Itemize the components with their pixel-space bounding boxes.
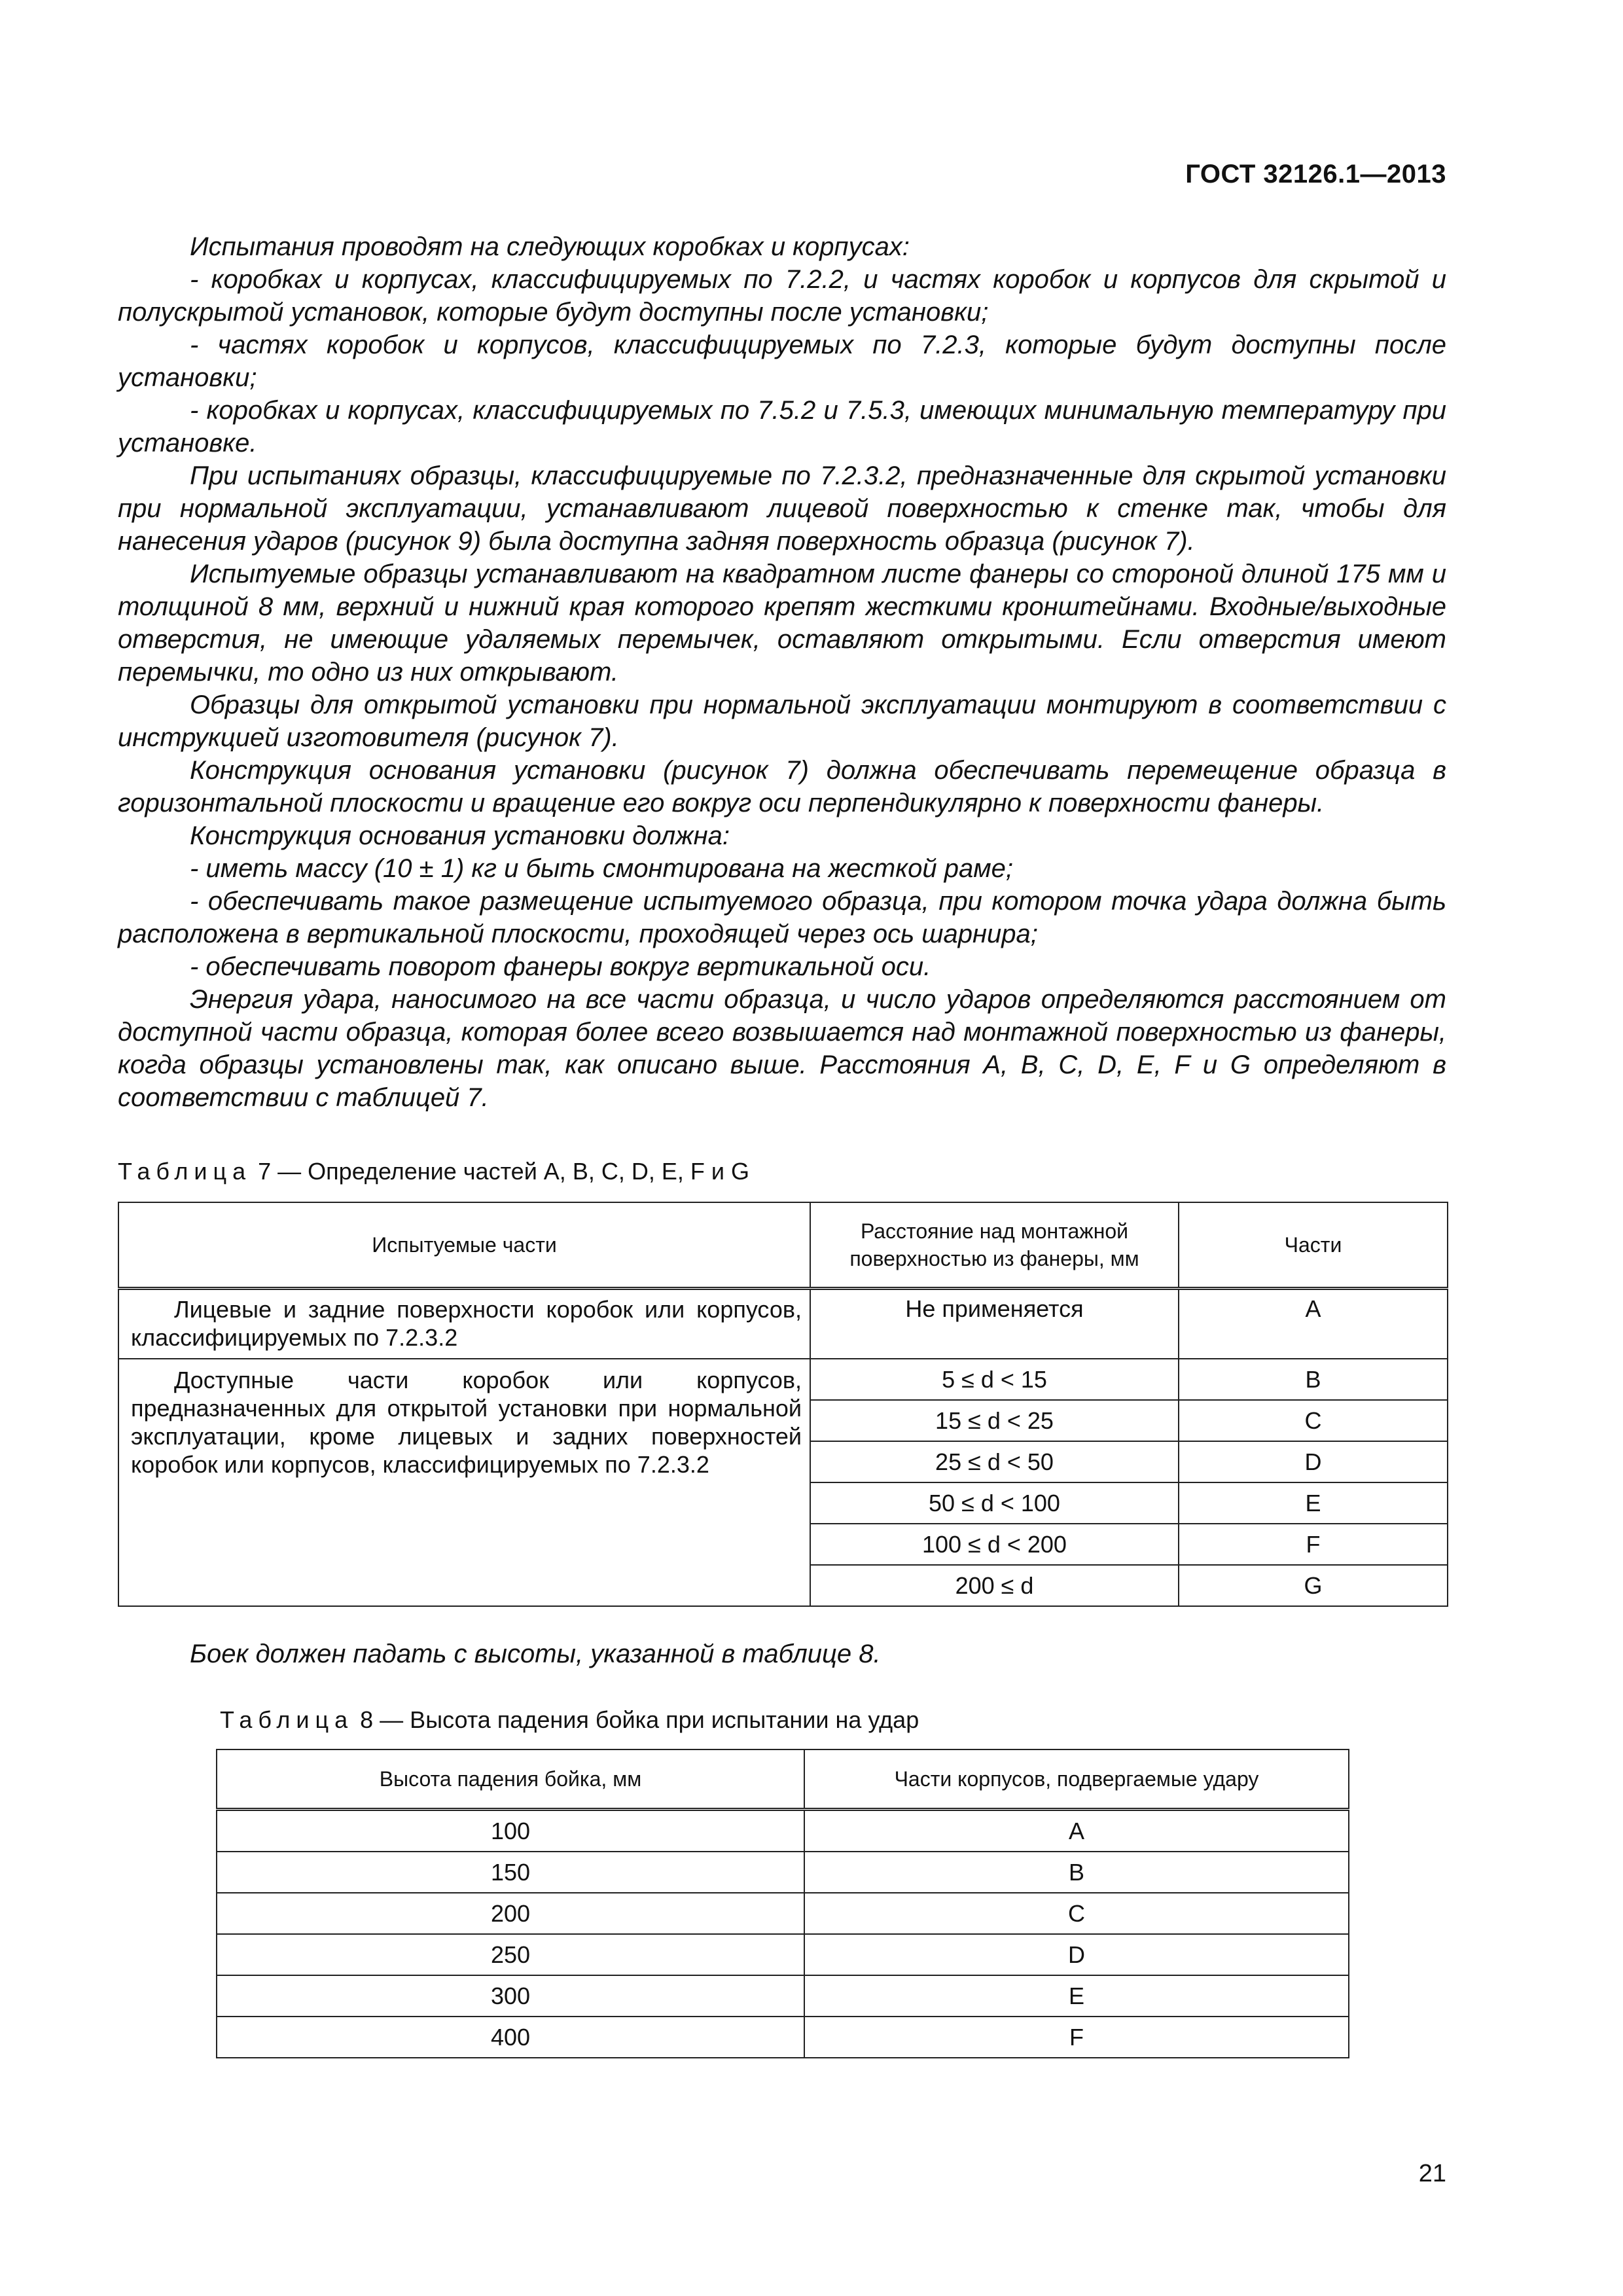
standard-designation: ГОСТ 32126.1—2013 xyxy=(1185,160,1446,188)
table-cell: A xyxy=(804,1810,1349,1852)
list-item: - коробках и корпусах, классифицируемых по 7.5.2 и 7.5.3, имеющих минимальную температуру при установке. xyxy=(118,396,1446,457)
table7-caption-title: 7 — Определение частей A, B, C, D, E, F и G xyxy=(251,1158,749,1185)
table-8 xyxy=(216,1749,1349,2058)
paragraph: Испытуемые образцы устанавливают на квадратном листе фанеры со стороной длиной 175 мм и толщиной 8 мм, верхний и нижний края которого крепят жесткими кронштейнами. Входные/выходные отверстия, не имеющие удаляемых перемычек, оставляют открытыми. Если отверстия имеют перемычки, то одно из них открывают. xyxy=(118,560,1446,687)
table-cell: 150 xyxy=(217,1852,804,1893)
table-cell: 300 xyxy=(217,1975,804,2017)
table-row xyxy=(217,1975,1349,2017)
table-cell: Доступные части коробок или корпусов, предназначенных для открытой установки при нормальной эксплуатации, кроме лицевых и задних поверхностей коробок или корпусов, классифицируемых по 7.2.3.2 xyxy=(118,1359,810,1606)
list-item: - обеспечивать такое размещение испытуемого образца, при котором точка удара должна быть расположена в вертикальной плоскости, проходящей через ось шарнира; xyxy=(118,887,1446,948)
list-item: - частях коробок и корпусов, классифицируемых по 7.2.3, которые будут доступны после установки; xyxy=(118,331,1446,392)
table-cell: E xyxy=(1179,1482,1448,1524)
table-row xyxy=(217,1934,1349,1975)
table-header-text: Расстояние над монтажной поверхностью из фанеры, мм xyxy=(849,1219,1139,1270)
table-header-cell: Высота падения бойка, мм xyxy=(217,1749,804,1810)
table-header-cell xyxy=(810,1202,1179,1289)
table8-reference-text: Боек должен падать с высоты, указанной в таблице 8. xyxy=(190,1640,881,1668)
table-cell: Не применяется xyxy=(810,1289,1179,1359)
table-cell: 100 xyxy=(217,1810,804,1852)
page-number: 21 xyxy=(1418,2160,1446,2187)
table-cell: 250 xyxy=(217,1934,804,1975)
table-cell: F xyxy=(1179,1524,1448,1565)
table-cell: E xyxy=(804,1975,1349,2017)
table8-caption-word: Таблица xyxy=(220,1706,354,1733)
paragraph: Конструкция основания установки (рисунок 7) должна обеспечивать перемещение образца в горизонтальной плоскости и вращение его вокруг оси перпендикулярно к поверхности фанеры. xyxy=(118,756,1446,817)
table-7 xyxy=(118,1202,1448,1607)
paragraph: При испытаниях образцы, классифицируемые по 7.2.3.2, предназначенные для скрытой установки при нормальной эксплуатации, устанавливают лицевой поверхностью к стенке так, чтобы для нанесения ударов (рисунок 9) была доступна задняя поверхность образца (рисунок 7). xyxy=(118,461,1446,556)
table-header-cell: Испытуемые части xyxy=(118,1202,810,1289)
table-cell: 50 ≤ d < 100 xyxy=(810,1482,1179,1524)
table-cell: 100 ≤ d < 200 xyxy=(810,1524,1179,1565)
table-cell: Лицевые и задние поверхности коробок или корпусов, классифицируемых по 7.2.3.2 xyxy=(118,1289,810,1359)
table-row xyxy=(118,1289,1448,1359)
table8-caption xyxy=(220,1706,919,1734)
table-cell: G xyxy=(1179,1565,1448,1606)
paragraph: Энергия удара, наносимого на все части образца, и число ударов определяются расстоянием от доступной части образца, которая более всего возвышается над монтажной поверхностью из фанеры, когда образцы установлены так, как описано выше. Расстояния A, B, C, D, E, F и G определяют в соответствии с таблицей 7. xyxy=(118,985,1446,1112)
table7-caption xyxy=(118,1157,749,1186)
paragraph: Образцы для открытой установки при нормальной эксплуатации монтируют в соответствии с инструкцией изготовителя (рисунок 7). xyxy=(118,691,1446,752)
table-header-row xyxy=(118,1202,1448,1289)
table-cell: 15 ≤ d < 25 xyxy=(810,1400,1179,1441)
table-header-row xyxy=(217,1749,1349,1810)
table-cell: F xyxy=(804,2017,1349,2058)
table8-caption-title: 8 — Высота падения бойка при испытании на удар xyxy=(353,1706,919,1733)
table-cell: A xyxy=(1179,1289,1448,1359)
paragraph: Конструкция основания установки должна: xyxy=(190,821,730,850)
table-header-cell: Части корпусов, подвергаемые удару xyxy=(804,1749,1349,1810)
table-cell: C xyxy=(804,1893,1349,1934)
table-cell: 25 ≤ d < 50 xyxy=(810,1441,1179,1482)
paragraph: Испытания проводят на следующих коробках и корпусах: xyxy=(190,232,910,261)
table-row xyxy=(217,2017,1349,2058)
table-row xyxy=(217,1852,1349,1893)
table-cell: C xyxy=(1179,1400,1448,1441)
table-row xyxy=(217,1893,1349,1934)
body-text xyxy=(118,230,1446,1114)
table-cell: 5 ≤ d < 15 xyxy=(810,1359,1179,1400)
table-row xyxy=(118,1359,1448,1400)
table-row xyxy=(217,1810,1349,1852)
list-item: - коробках и корпусах, классифицируемых по 7.2.2, и частях коробок и корпусов для скрытой и полускрытой установок, которые будут доступны после установки; xyxy=(118,265,1446,327)
table-cell: D xyxy=(1179,1441,1448,1482)
table-cell: 200 ≤ d xyxy=(810,1565,1179,1606)
table-cell: D xyxy=(804,1934,1349,1975)
list-item: - иметь массу (10 ± 1) кг и быть смонтирована на жесткой раме; xyxy=(190,854,1013,883)
table-cell: 400 xyxy=(217,2017,804,2058)
table-cell: B xyxy=(804,1852,1349,1893)
table7-caption-word: Таблица xyxy=(118,1158,252,1185)
list-item: - обеспечивать поворот фанеры вокруг вертикальной оси. xyxy=(190,952,931,981)
table-header-cell: Части xyxy=(1179,1202,1448,1289)
table-cell: B xyxy=(1179,1359,1448,1400)
table-cell: 200 xyxy=(217,1893,804,1934)
